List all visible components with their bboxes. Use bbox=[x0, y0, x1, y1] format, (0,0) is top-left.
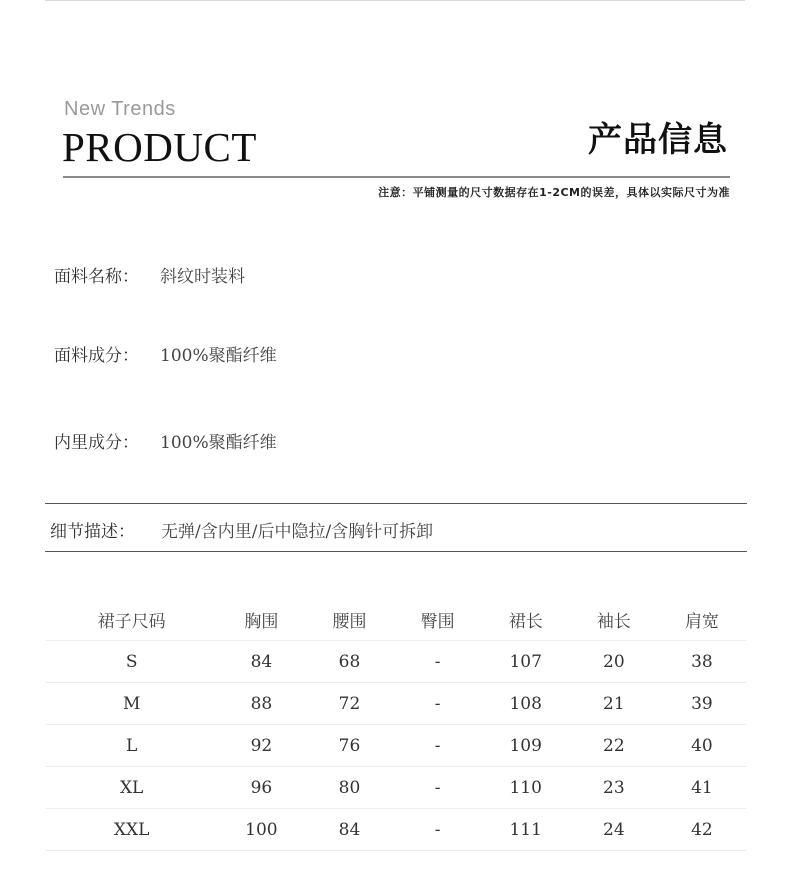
cell-size: M bbox=[46, 683, 217, 725]
details-value: 无弹/含内里/后中隐拉/含胸针可拆卸 bbox=[161, 522, 434, 542]
header-waist: 腰围 bbox=[305, 598, 393, 641]
header-subtitle: New Trends bbox=[64, 98, 176, 120]
details-label: 细节描述： bbox=[50, 522, 135, 542]
fabric-composition-value: 100%聚酯纤维 bbox=[160, 346, 277, 366]
cell-hip: - bbox=[394, 767, 482, 809]
cell-hip: - bbox=[394, 683, 482, 725]
header-size: 裙子尺码 bbox=[46, 598, 217, 641]
size-table bbox=[46, 598, 746, 851]
header-hip: 臀围 bbox=[394, 598, 482, 641]
cell-waist: 76 bbox=[305, 725, 393, 767]
cell-waist: 68 bbox=[305, 641, 393, 683]
lining-composition-label: 内里成分： bbox=[54, 433, 139, 453]
header-title-cn: 产品信息 bbox=[588, 120, 728, 160]
table-row bbox=[46, 683, 746, 725]
lining-composition-row bbox=[54, 428, 277, 453]
details-row bbox=[50, 517, 433, 542]
top-divider bbox=[45, 0, 745, 1]
header-title: PRODUCT bbox=[62, 124, 257, 170]
table-row bbox=[46, 725, 746, 767]
header-bust: 胸围 bbox=[217, 598, 305, 641]
cell-hip: - bbox=[394, 725, 482, 767]
cell-shoulder: 39 bbox=[658, 683, 746, 725]
cell-sleeve: 22 bbox=[570, 725, 658, 767]
header-divider bbox=[63, 176, 730, 178]
header-length: 裙长 bbox=[482, 598, 570, 641]
cell-bust: 84 bbox=[217, 641, 305, 683]
table-row bbox=[46, 767, 746, 809]
cell-length: 109 bbox=[482, 725, 570, 767]
fabric-name-value: 斜纹时装料 bbox=[160, 267, 245, 287]
measurement-note: 注意：平铺测量的尺寸数据存在1-2CM的误差，具体以实际尺寸为准 bbox=[378, 186, 730, 199]
cell-bust: 96 bbox=[217, 767, 305, 809]
cell-shoulder: 40 bbox=[658, 725, 746, 767]
cell-shoulder: 41 bbox=[658, 767, 746, 809]
cell-sleeve: 24 bbox=[570, 809, 658, 851]
cell-shoulder: 38 bbox=[658, 641, 746, 683]
cell-length: 107 bbox=[482, 641, 570, 683]
lining-composition-value: 100%聚酯纤维 bbox=[160, 433, 277, 453]
fabric-composition-row bbox=[54, 341, 277, 366]
cell-size: S bbox=[46, 641, 217, 683]
cell-hip: - bbox=[394, 641, 482, 683]
cell-size: XXL bbox=[46, 809, 217, 851]
cell-size: XL bbox=[46, 767, 217, 809]
cell-bust: 92 bbox=[217, 725, 305, 767]
details-bottom-divider bbox=[45, 551, 747, 552]
cell-waist: 84 bbox=[305, 809, 393, 851]
cell-shoulder: 42 bbox=[658, 809, 746, 851]
header-shoulder: 肩宽 bbox=[658, 598, 746, 641]
cell-bust: 88 bbox=[217, 683, 305, 725]
cell-length: 111 bbox=[482, 809, 570, 851]
fabric-composition-label: 面料成分： bbox=[54, 346, 139, 366]
header-sleeve: 袖长 bbox=[570, 598, 658, 641]
details-top-divider bbox=[45, 503, 747, 504]
cell-length: 108 bbox=[482, 683, 570, 725]
size-table-header bbox=[46, 598, 746, 641]
cell-size: L bbox=[46, 725, 217, 767]
cell-length: 110 bbox=[482, 767, 570, 809]
fabric-name-row bbox=[54, 262, 245, 287]
table-row bbox=[46, 641, 746, 683]
cell-hip: - bbox=[394, 809, 482, 851]
fabric-name-label: 面料名称： bbox=[54, 267, 139, 287]
cell-waist: 72 bbox=[305, 683, 393, 725]
cell-bust: 100 bbox=[217, 809, 305, 851]
cell-waist: 80 bbox=[305, 767, 393, 809]
cell-sleeve: 21 bbox=[570, 683, 658, 725]
cell-sleeve: 20 bbox=[570, 641, 658, 683]
table-row bbox=[46, 809, 746, 851]
cell-sleeve: 23 bbox=[570, 767, 658, 809]
